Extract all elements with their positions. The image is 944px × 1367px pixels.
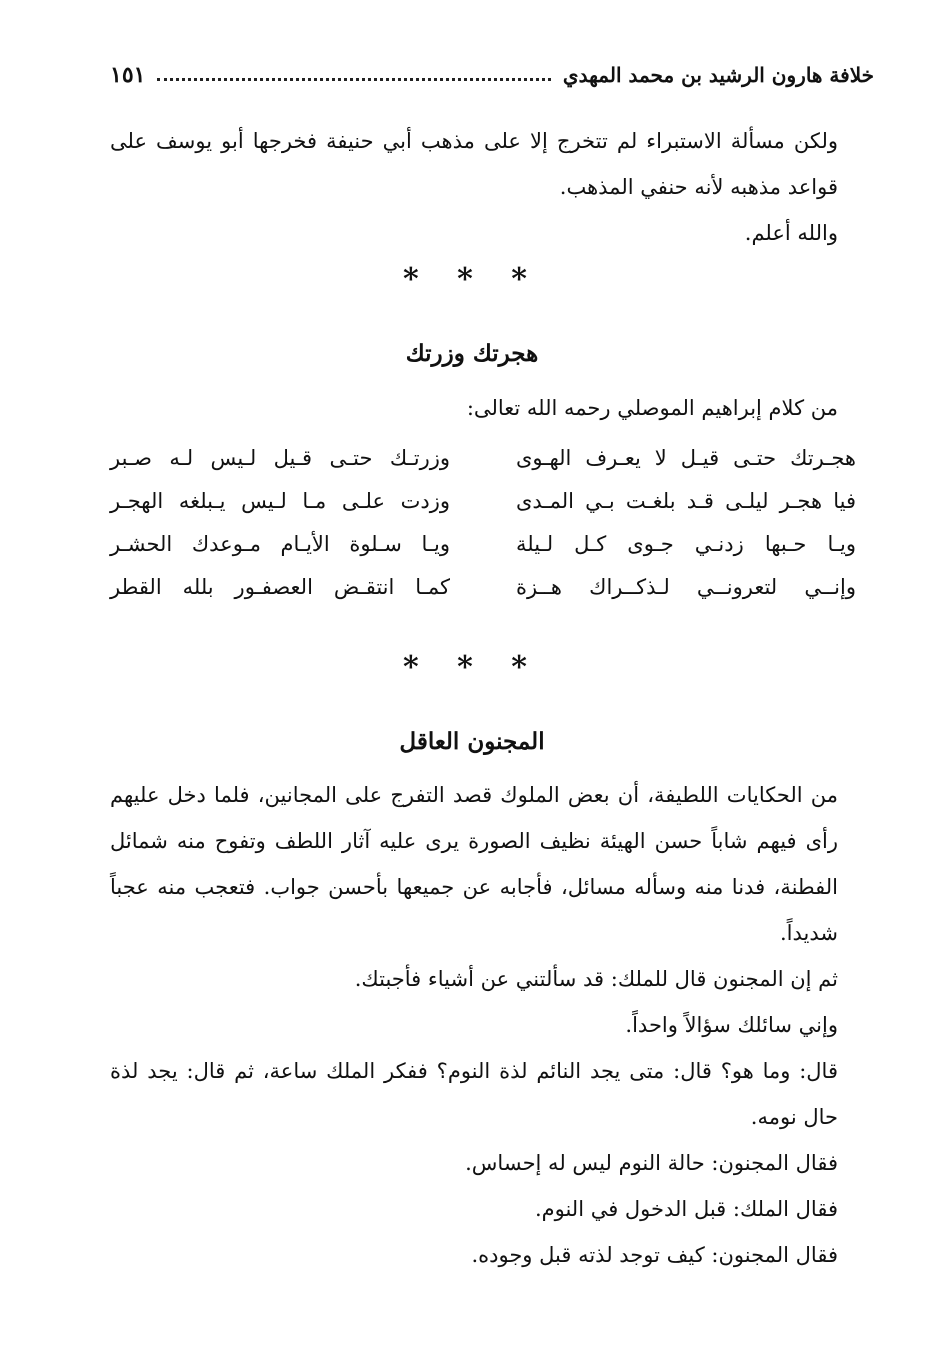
section-title-story: المجنون العاقل (399, 728, 545, 755)
verse-first-hemistich: ويـا حـبها زدنـي جـوى كـل لـيلة (516, 532, 856, 556)
verse-first-hemistich: هجـرتك حتـى قيـل لا يعـرف الهـوى (516, 446, 856, 470)
story-paragraph: قال: وما هو؟ قال: متى يجد النائم لذة النوم؟ ففكر الملك ساعة، ثم قال: يجد لذة حال نومه. (110, 1059, 838, 1129)
intro-paragraph: ولكن مسألة الاستبراء لم تتخرج إلا على مذهب أبي حنيفة فخرجها أبو يوسف على قواعد مذهبه لأنه حنفي المذهب. (110, 129, 838, 199)
intro-closing: والله أعلم. (744, 221, 838, 245)
separator-stars: * * * (403, 650, 541, 685)
story-block (110, 772, 874, 1278)
story-paragraph: ثم إن المجنون قال للملك: قد سألتني عن أشياء فأجبتك. (354, 967, 838, 991)
poem-intro-block (110, 385, 874, 431)
intro-block (110, 118, 874, 256)
page-number: ١٥١ (110, 62, 146, 88)
poem-verse (110, 523, 856, 566)
running-header (110, 62, 874, 88)
poem-verse (110, 480, 856, 523)
verse-first-hemistich: فيا هجـر ليلـى قـد بلغـت بـي المـدى (516, 489, 856, 513)
poem-intro: من كلام إبراهيم الموصلي رحمه الله تعالى: (466, 396, 838, 420)
story-paragraph: فقال الملك: قبل الدخول في النوم. (534, 1197, 838, 1221)
story-paragraph: فقال المجنون: كيف توجد لذته قبل وجوده. (471, 1243, 838, 1267)
verse-second-hemistich: ويـا سـلوة الأيـام مـوعدك الحشـر (110, 532, 450, 556)
dot-leader (157, 78, 550, 81)
verse-second-hemistich: كمـا انتقـض العصفـور بلله القطر (110, 575, 450, 599)
verse-first-hemistich: وإنــي لتعرونــي لـذكــراك هــزة (516, 575, 856, 599)
story-paragraph: فقال المجنون: حالة النوم ليس له إحساس. (465, 1151, 838, 1175)
poem (110, 437, 856, 609)
story-paragraph: من الحكايات اللطيفة، أن بعض الملوك قصد التفرج على المجانين، فلما دخل عليهم رأى فيهم شاباً حسن الهيئة نظيف الصورة يرى عليه آثار اللطف وتفوح منه شمائل الفطنة، فدنا منه وسأله مسائل، فأجابه عن جميعها بأحسن جواب. فتعجب منه عجباً شديداً. (110, 783, 838, 945)
running-title: خلافة هارون الرشيد بن محمد المهدي (562, 63, 874, 87)
story-paragraph: وإني سائلك سؤالاً واحداً. (625, 1013, 838, 1037)
verse-second-hemistich: وزدت علـى مـا لـيس يـبلغه الهجـر (110, 489, 450, 513)
poem-verse (110, 437, 856, 480)
section-title-poem: هجرتك وزرتك (405, 340, 539, 367)
separator-stars: * * * (403, 262, 541, 297)
poem-verse (110, 566, 856, 609)
verse-second-hemistich: وزرتـك حتـى قـيل لـيس لـه صـبر (110, 446, 450, 470)
